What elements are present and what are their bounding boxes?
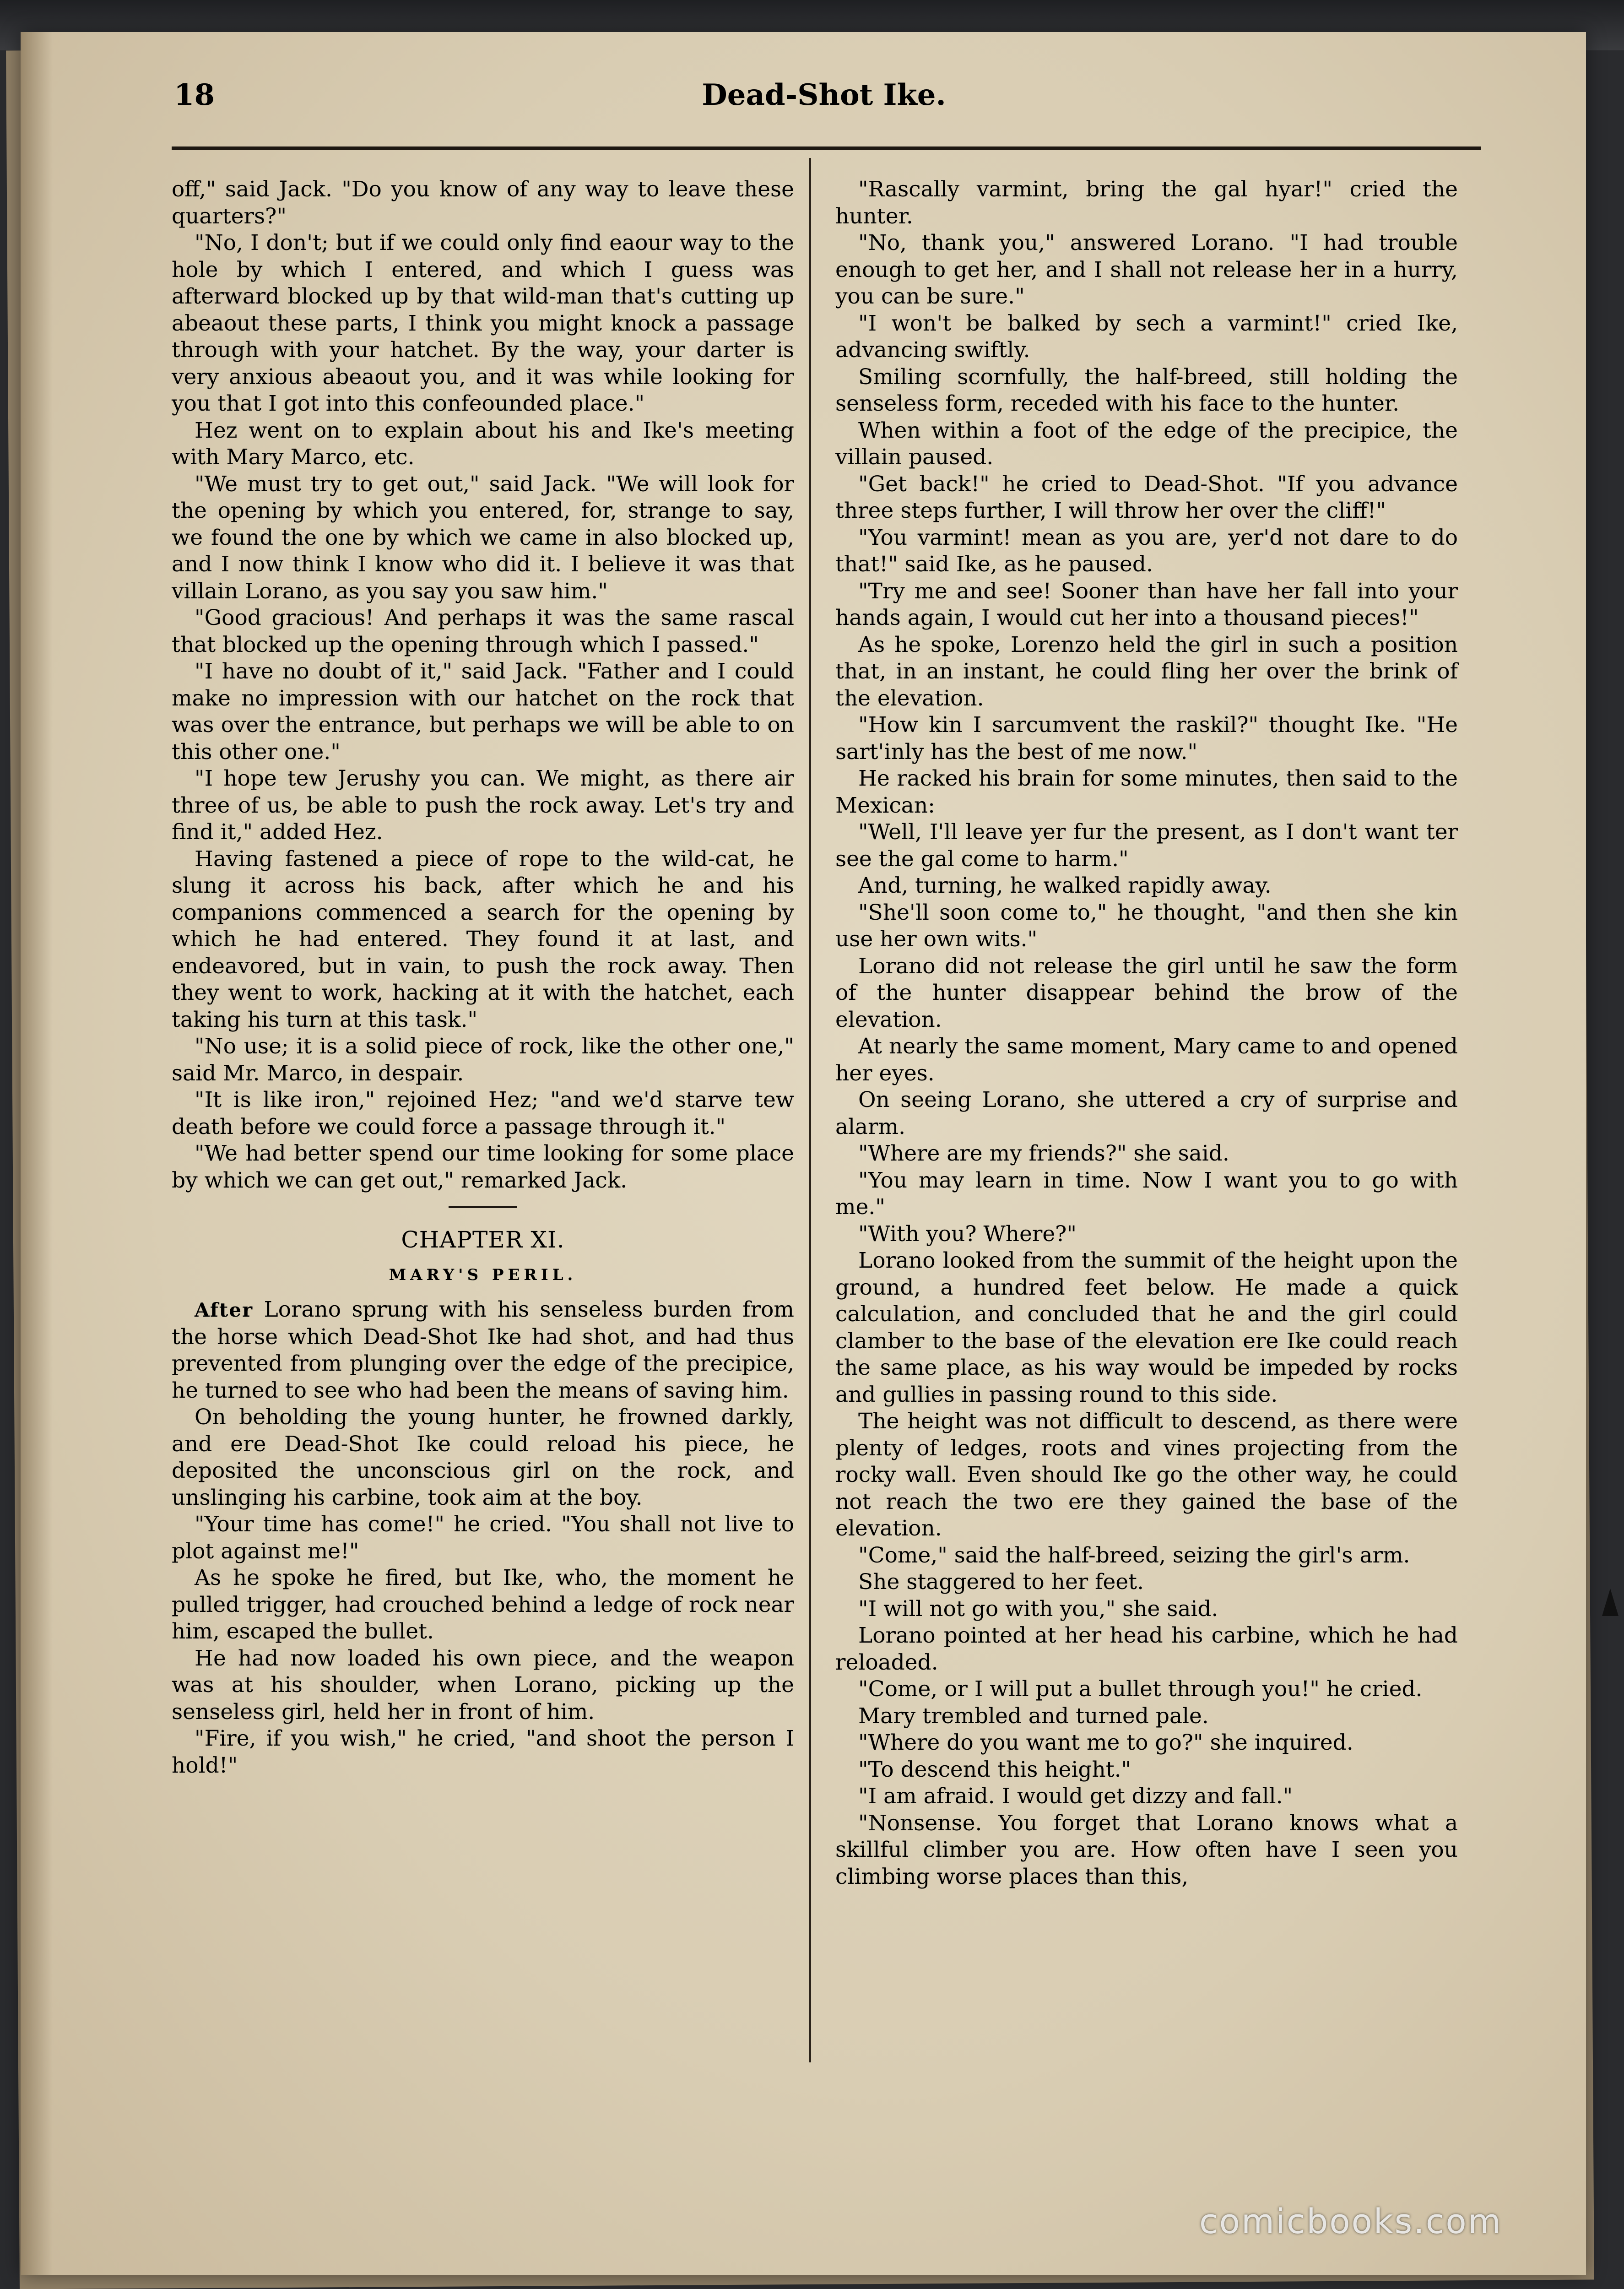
paragraph: off," said Jack. "Do you know of any way to leave these quarters?": [172, 177, 794, 229]
paragraph: On beholding the young hunter, he frowned darkly, and ere Dead-Shot Ike could reload his piece, he deposited the unconscious girl on the rock, and unslinging his carbine, took aim at the boy.: [172, 1405, 794, 1510]
paragraph: "I have no doubt of it," said Jack. "Father and I could make no impression with our hatchet on the rock that was over the entrance, but perhaps we will be able to on this other one.": [172, 659, 794, 765]
chapter-opening-paragraph: [172, 1296, 794, 1404]
paragraph: "Where are my friends?" she said.: [858, 1141, 1229, 1166]
paragraph: On seeing Lorano, she uttered a cry of surprise and alarm.: [835, 1087, 1458, 1139]
opening-word: After: [195, 1299, 254, 1321]
paragraph: "I will not go with you," she said.: [858, 1596, 1218, 1622]
chapter-heading: CHAPTER XI.: [401, 1226, 565, 1253]
paragraph: "Good gracious! And perhaps it was the same rascal that blocked up the opening through which I passed.": [172, 605, 794, 657]
paragraph: "We had better spend our time looking for some place by which we can get out," remarked Jack.: [172, 1141, 794, 1193]
paragraph: "Come," said the half-breed, seizing the girl's arm.: [858, 1542, 1410, 1568]
paragraph: "I hope tew Jerushy you can. We might, as there air three of us, be able to push the rock away. Let's try and find it," added Hez.: [172, 766, 794, 845]
opening-text: Lorano sprung with his senseless burden from the horse which Dead-Shot Ike had shot, and had thus prevented from plunging over the edge of the precipice, he turned to see who had been the means of saving him.: [172, 1297, 794, 1403]
paragraph: "Where do you want me to go?" she inquired.: [858, 1730, 1353, 1755]
paragraph: As he spoke, Lorenzo held the girl in such a position that, in an instant, he could fling her over the brink of the elevation.: [835, 632, 1458, 711]
paragraph: "You varmint! mean as you are, yer'd not dare to do that!" said Ike, as he paused.: [835, 525, 1458, 577]
page-tack-mark: [1602, 1589, 1619, 1616]
paragraph: "I am afraid. I would get dizzy and fall.": [858, 1784, 1293, 1809]
paragraph: "She'll soon come to," he thought, "and then she kin use her own wits.": [835, 900, 1458, 952]
paragraph: And, turning, he walked rapidly away.: [858, 873, 1272, 898]
column-divider: [809, 158, 811, 2062]
paragraph: "Come, or I will put a bullet through you!" he cried.: [858, 1676, 1423, 1702]
paragraph: "Fire, if you wish," he cried, "and shoot the person I hold!": [172, 1726, 794, 1778]
paragraph: "Nonsense. You forget that Lorano knows what a skillful climber you are. How often have I seen you climbing worse places than this,: [835, 1810, 1458, 1889]
paragraph: Lorano looked from the summit of the height upon the ground, a hundred feet below. He made a quick calculation, and concluded that he and the girl could clamber to the base of the elevation ere Ike could reach the same place, as his way would be impeded by rocks and gullies in passing round to this side.: [835, 1248, 1458, 1407]
paragraph: "No, I don't; but if we could only find eaour way to the hole by which I entered, and which I guess was afterward blocked up by that wild-man that's cutting up abeaout these parts, I think you might knock a passage through with your hatchet. By the way, your darter is very anxious abeaout you, and it was while looking for you that I got into this confeounded place.": [172, 230, 794, 416]
paragraph: "How kin I sarcumvent the raskil?" thought Ike. "He sart'inly has the best of me now.": [835, 712, 1458, 765]
paragraph: Mary trembled and turned pale.: [858, 1703, 1209, 1729]
paragraph: When within a foot of the edge of the precipice, the villain paused.: [835, 418, 1458, 470]
paragraph: Lorano did not release the girl until he saw the form of the hunter disappear behind the brow of the elevation.: [835, 953, 1458, 1032]
paragraph: "Rascally varmint, bring the gal hyar!" cried the hunter.: [835, 177, 1458, 229]
paragraph: The height was not difficult to descend, as there were plenty of ledges, roots and vines projecting from the rocky wall. Even should Ike go the other way, he could not reach the two ere they gained the base of the elevation.: [835, 1409, 1458, 1541]
paragraph: "It is like iron," rejoined Hez; "and we'd starve tew death before we could force a passage through it.": [172, 1087, 794, 1139]
chapter-subtitle: MARY'S PERIL.: [389, 1265, 577, 1284]
paragraph: She staggered to her feet.: [858, 1569, 1144, 1595]
header-rule: [172, 146, 1481, 150]
page-spine-shading: [21, 32, 53, 2275]
right-column: [835, 176, 1458, 1890]
watermark: comicbooks.com: [1199, 2202, 1502, 2241]
paragraph: Having fastened a piece of rope to the wild-cat, he slung it across his back, after which he and his companions commenced a search for the opening by which he had entered. They found it at last, and endeavored, but in vain, to push the rock away. Then they went to work, hacking at it with the hatchet, each taking his turn at this task.": [172, 846, 794, 1032]
paragraph: "To descend this height.": [858, 1757, 1131, 1782]
paragraph: "I won't be balked by sech a varmint!" cried Ike, advancing swiftly.: [835, 310, 1458, 363]
running-title: Dead-Shot Ike.: [702, 78, 946, 112]
paragraph: "Your time has come!" he cried. "You shall not live to plot against me!": [172, 1512, 794, 1564]
left-column: [172, 176, 794, 1779]
paragraph: "Well, I'll leave yer fur the present, as I don't want ter see the gal come to harm.": [835, 819, 1458, 872]
paragraph: "We must try to get out," said Jack. "We will look for the opening by which you entered, for, strange to say, we found the one by which we came in also blocked up, and I now think I know who did it. I believe it was that villain Lorano, as you say you saw him.": [172, 471, 794, 604]
paragraph: "No, thank you," answered Lorano. "I had trouble enough to get her, and I shall not release her in a hurry, you can be sure.": [835, 230, 1458, 309]
paragraph: At nearly the same moment, Mary came to and opened her eyes.: [835, 1034, 1458, 1086]
page-number: 18: [174, 78, 215, 112]
paragraph: Lorano pointed at her head his carbine, which he had reloaded.: [835, 1623, 1458, 1675]
paragraph: "Get back!" he cried to Dead-Shot. "If you advance three steps further, I will throw her over the cliff!": [835, 471, 1458, 523]
paragraph: "No use; it is a solid piece of rock, like the other one," said Mr. Marco, in despair.: [172, 1034, 794, 1086]
paragraph: "Try me and see! Sooner than have her fall into your hands again, I would cut her into a thousand pieces!": [835, 578, 1458, 630]
paragraph: "With you? Where?": [858, 1221, 1077, 1247]
paragraph: Hez went on to explain about his and Ike's meeting with Mary Marco, etc.: [172, 418, 794, 470]
paragraph: As he spoke he fired, but Ike, who, the moment he pulled trigger, had crouched behind a ledge of rock near him, escaped the bullet.: [172, 1565, 794, 1644]
paragraph: Smiling scornfully, the half-breed, still holding the senseless form, receded with his face to the hunter.: [835, 364, 1458, 416]
paragraph: He racked his brain for some minutes, then said to the Mexican:: [835, 766, 1458, 818]
chapter-rule: [449, 1206, 517, 1208]
paragraph: He had now loaded his own piece, and the weapon was at his shoulder, when Lorano, picking up the senseless girl, held her in front of him.: [172, 1645, 794, 1725]
page-header: [174, 73, 1474, 137]
paragraph: "You may learn in time. Now I want you to go with me.": [835, 1167, 1458, 1220]
